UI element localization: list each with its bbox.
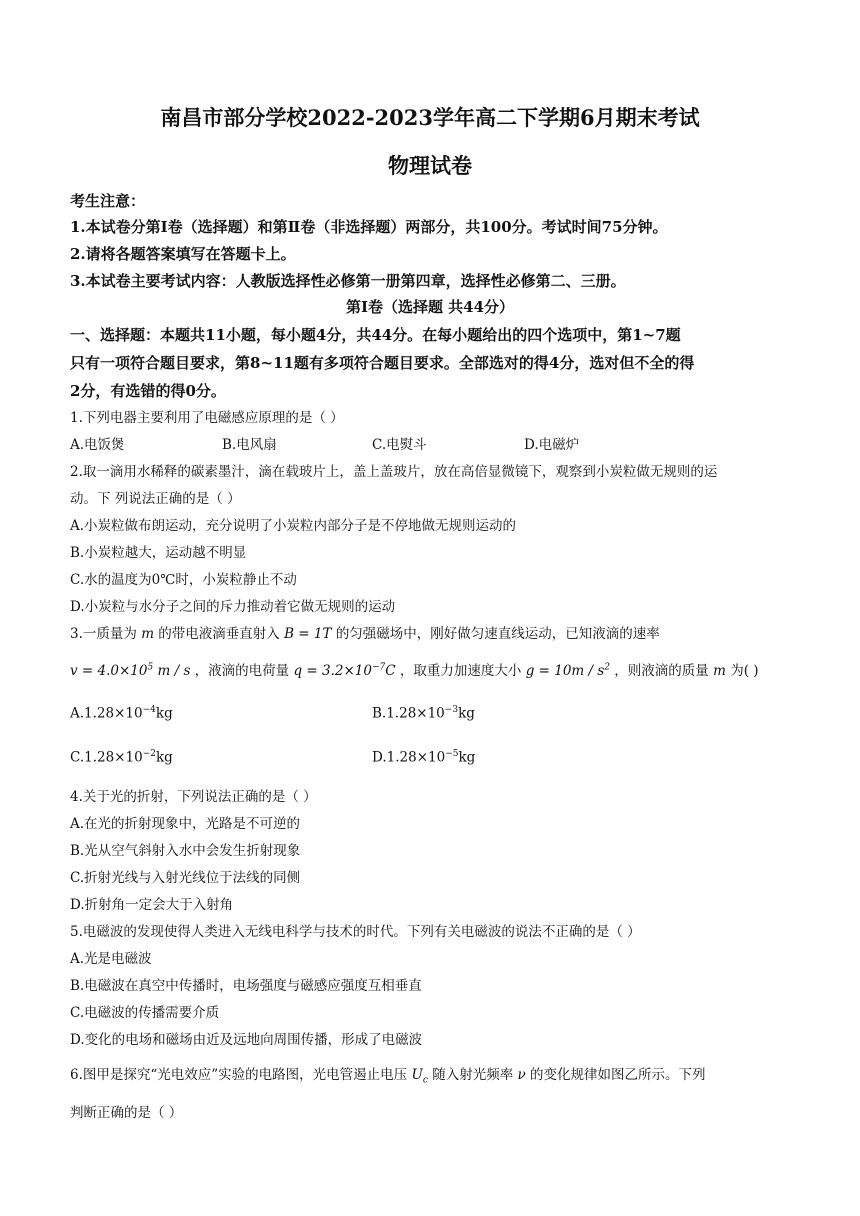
text-segment: 3.一质量为 xyxy=(70,626,137,642)
option-exponent: −3 xyxy=(444,705,459,715)
gravity-equation xyxy=(526,663,610,679)
question-3-option-b xyxy=(372,705,475,722)
question-4-option-b: B.光从空气斜射入水中会发生折射现象 xyxy=(70,843,301,859)
option-base: 1.28×10 xyxy=(386,705,445,722)
speed-exponent: 5 xyxy=(147,662,154,673)
question-4-option-a: A.在光的折射现象中，光路是不可逆的 xyxy=(70,816,301,832)
question-5-option-a: A.光是电磁波 xyxy=(70,951,152,967)
text-segment: 为( ) xyxy=(730,663,759,679)
speed-unit: m / s xyxy=(153,663,191,679)
mass-symbol: m xyxy=(141,626,154,642)
option-label: B. xyxy=(372,705,387,722)
exam-title: 南昌市部分学校2022-2023学年高二下学期6月期末考试 xyxy=(160,105,700,130)
part-instructions: 2分，有选错的得0分。 xyxy=(70,382,226,400)
notice-item: 3.本试卷主要考试内容：人教版选择性必修第一册第四章，选择性必修第二、三册。 xyxy=(70,272,626,290)
option-base: 1.28×10 xyxy=(84,749,143,766)
question-1-stem: 1.下列电器主要利用了电磁感应原理的是（ ） xyxy=(70,410,344,426)
charge-base: q = 3.2×10 xyxy=(293,663,372,679)
question-3-stem-line1 xyxy=(70,622,660,642)
charge-exponent: −7 xyxy=(371,662,386,673)
text-segment: 随入射光频率 xyxy=(432,1067,514,1083)
option-label: C. xyxy=(70,749,85,766)
exam-subtitle: 物理试卷 xyxy=(388,153,472,178)
option-exponent: −4 xyxy=(142,705,156,715)
question-2-stem: 2.取一滴用水稀释的碳素墨汁，滴在载玻片上，盖上盖玻片，放在高倍显微镜下，观察到小炭粒做无规则的运 xyxy=(70,464,718,480)
question-3-option-c xyxy=(70,749,173,766)
text-segment: ，则液滴的质量 xyxy=(614,663,709,679)
frequency-symbol: ν xyxy=(517,1067,526,1083)
question-2-option-b: B.小炭粒越大，运动越不明显 xyxy=(70,545,247,561)
question-2-option-a: A.小炭粒做布朗运动，充分说明了小炭粒内部分子是不停地做无规则运动的 xyxy=(70,518,517,534)
option-unit: kg xyxy=(155,749,173,766)
text-segment: ，液滴的电荷量 xyxy=(194,663,290,679)
charge-equation xyxy=(293,663,395,679)
mass-symbol: m xyxy=(713,663,726,679)
question-1-option-a: A.电饭煲 xyxy=(70,437,125,453)
option-unit: kg xyxy=(458,749,476,766)
question-5-option-c: C.电磁波的传播需要介质 xyxy=(70,1005,220,1021)
field-equation: B = 1T xyxy=(284,626,332,642)
question-4-option-c: C.折射光线与入射光线位于法线的同侧 xyxy=(70,870,301,886)
question-5-option-d: D.变化的电场和磁场由近及远地向周围传播，形成了电磁波 xyxy=(70,1032,423,1048)
option-unit: kg xyxy=(458,705,475,722)
question-3-option-d xyxy=(372,749,475,766)
gravity-base: g = 10m / s xyxy=(525,663,605,679)
option-base: 1.28×10 xyxy=(84,705,143,722)
question-6-stem-line1 xyxy=(70,1063,706,1086)
voltage-subscript: c xyxy=(422,1075,428,1086)
question-3-stem-line2 xyxy=(70,659,759,679)
text-segment: 的变化规律如图乙所示。下列 xyxy=(530,1067,706,1083)
notice-item: 1.本试卷分第Ⅰ卷（选择题）和第Ⅱ卷（非选择题）两部分，共100分。考试时间75分钟。 xyxy=(70,218,668,236)
speed-base: v = 4.0×10 xyxy=(70,663,148,679)
question-4-stem: 4.关于光的折射，下列说法正确的是（ ） xyxy=(70,789,317,805)
option-base: 1.28×10 xyxy=(386,749,446,766)
question-1-option-c: C.电熨斗 xyxy=(372,437,427,453)
text-segment: 6.图甲是探究“光电效应”实验的电路图，光电管遏止电压 xyxy=(70,1067,408,1083)
gravity-exponent: 2 xyxy=(604,662,610,673)
section-title: 第Ⅰ卷（选择题 共44分） xyxy=(345,298,515,316)
question-4-option-d: D.折射角一定会大于入射角 xyxy=(70,897,234,913)
question-6-stem-line2: 判断正确的是（ ） xyxy=(70,1105,183,1121)
option-label: D. xyxy=(372,749,387,766)
part-instructions: 一、选择题：本题共11小题，每小题4分，共44分。在每小题给出的四个选项中，第1~7题 xyxy=(70,326,681,344)
question-3-option-a xyxy=(70,705,173,722)
text-segment: 的带电液滴垂直射入 xyxy=(158,626,280,642)
question-1-option-b: B.电风扇 xyxy=(222,437,277,453)
part-instructions: 只有一项符合题目要求，第8~11题有多项符合题目要求。全部选对的得4分，选对但不全的得 xyxy=(70,354,695,372)
speed-equation xyxy=(70,663,190,679)
stopping-voltage-symbol xyxy=(411,1067,428,1086)
question-1-option-d: D.电磁炉 xyxy=(524,437,580,453)
notice-item: 2.请将各题答案填写在答题卡上。 xyxy=(70,245,296,263)
question-2-option-d: D.小炭粒与水分子之间的斥力推动着它做无规则的运动 xyxy=(70,599,396,615)
option-exponent: −5 xyxy=(445,749,459,759)
notice-heading: 考生注意： xyxy=(70,192,146,210)
option-unit: kg xyxy=(155,705,173,722)
option-label: A. xyxy=(70,705,85,722)
question-2-stem: 动。下 列说法正确的是（ ） xyxy=(70,491,241,507)
text-segment: ，取重力加速度大小 xyxy=(399,663,522,679)
voltage-letter: U xyxy=(411,1067,423,1083)
question-5-stem: 5.电磁波的发现使得人类进入无线电科学与技术的时代。下列有关电磁波的说法不正确的是（ ） xyxy=(70,924,641,940)
option-exponent: −2 xyxy=(142,749,156,759)
charge-unit: C xyxy=(385,663,396,679)
text-segment: 的匀强磁场中，刚好做匀速直线运动，已知液滴的速率 xyxy=(335,626,660,642)
question-5-option-b: B.电磁波在真空中传播时，电场强度与磁感应强度互相垂直 xyxy=(70,978,422,994)
question-2-option-c: C.水的温度为0℃时，小炭粒静止不动 xyxy=(70,572,297,588)
